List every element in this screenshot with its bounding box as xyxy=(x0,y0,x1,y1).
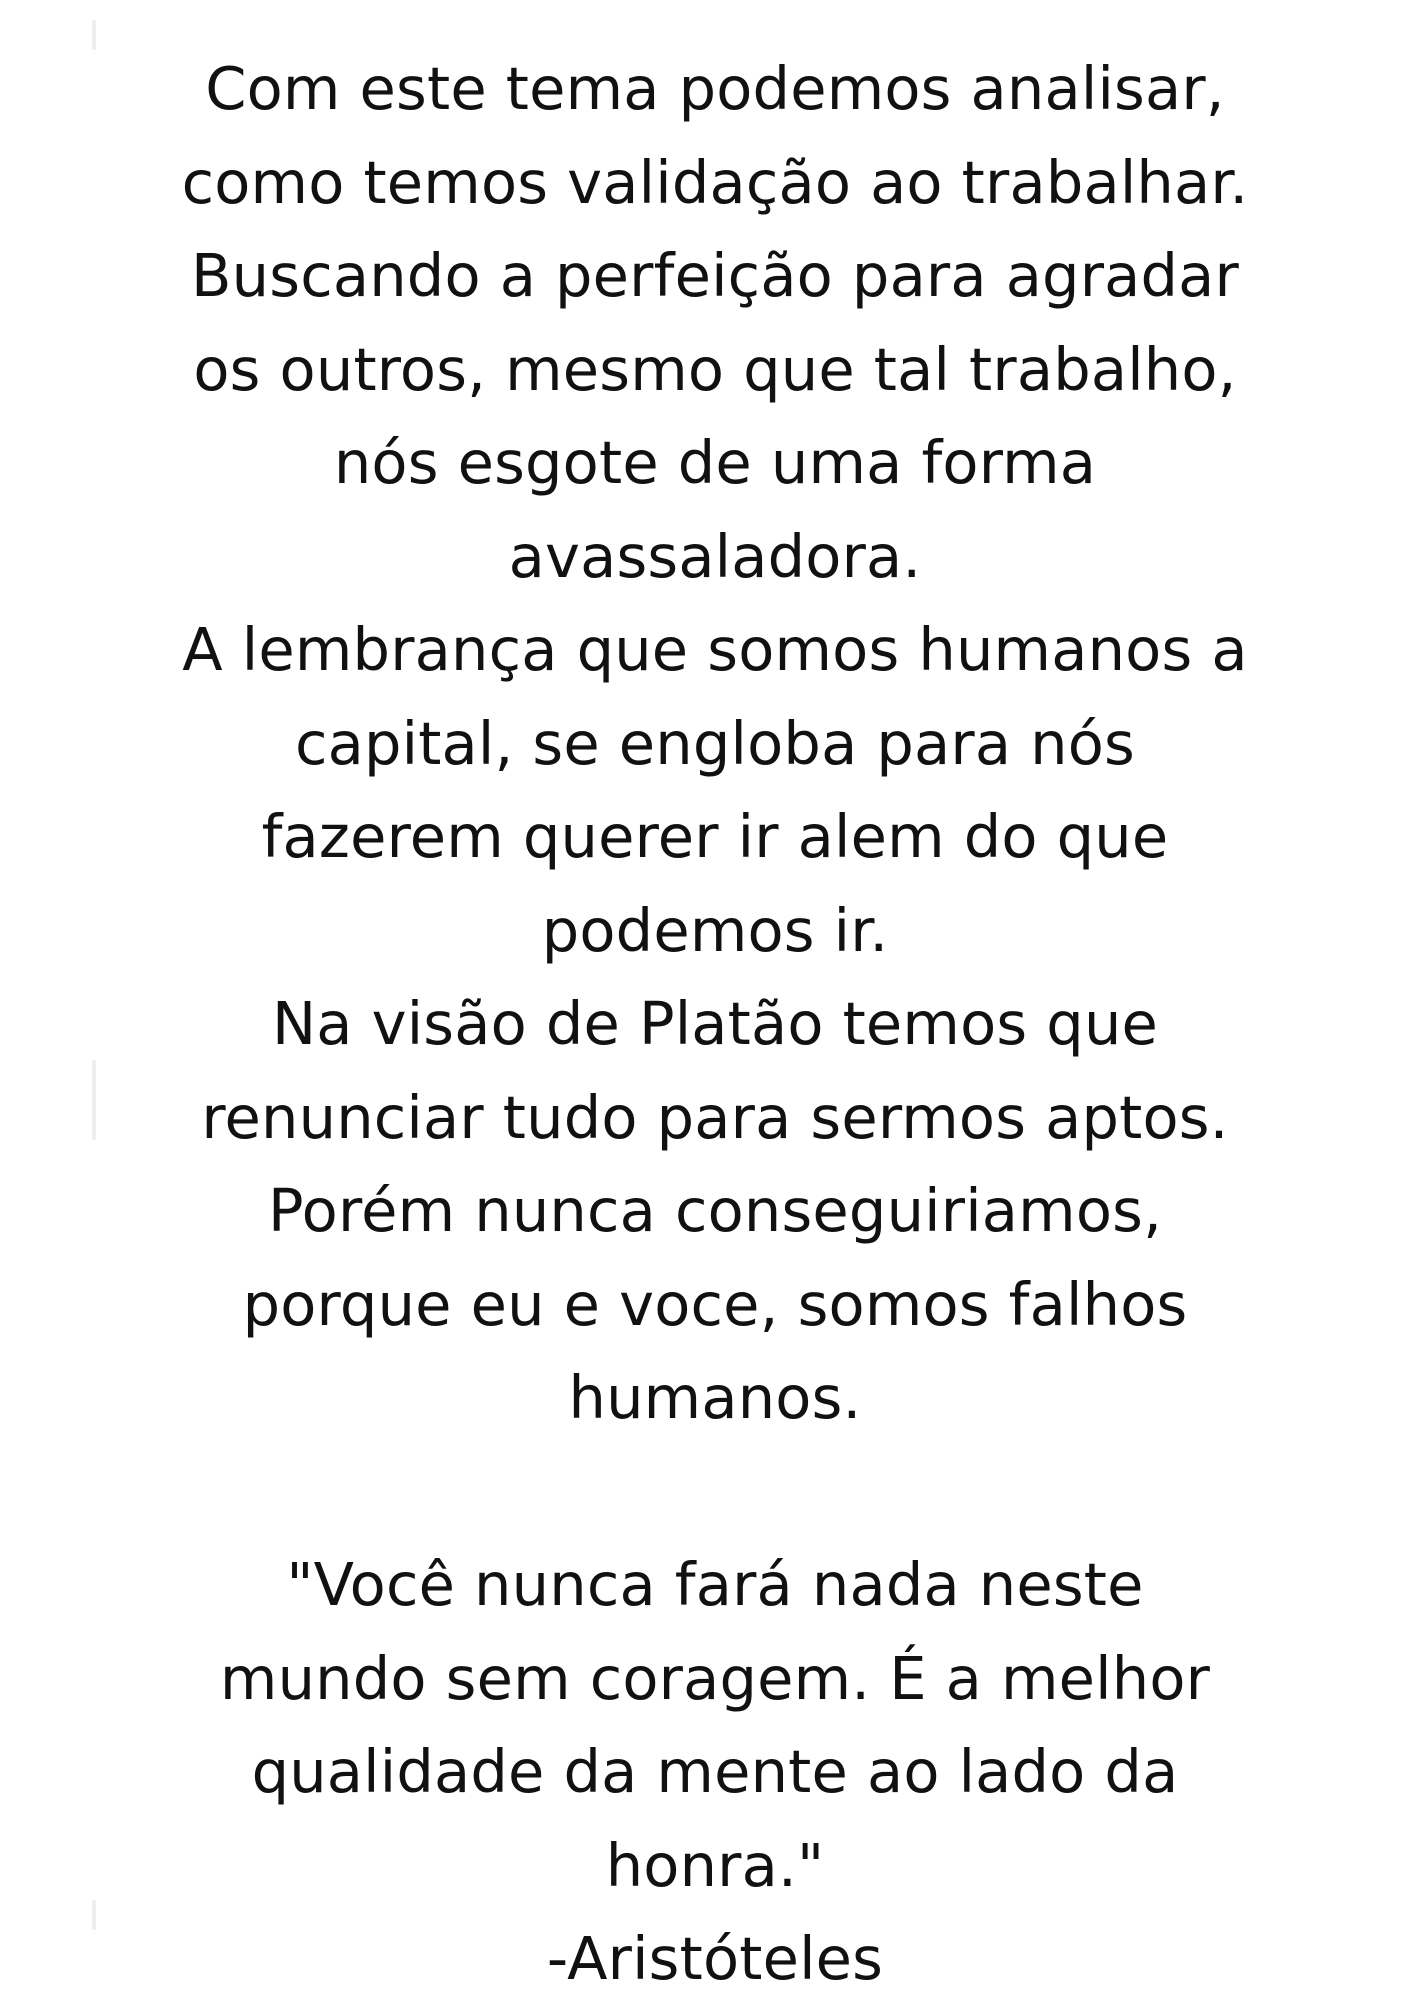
text-line: Na visão de Platão temos que xyxy=(271,989,1159,1058)
text-line: capital, se engloba para nós xyxy=(294,708,1135,778)
quote-line: "Você nunca fará nada neste xyxy=(286,1550,1144,1619)
text-line: avassaladora. xyxy=(508,521,922,591)
text-line: Buscando a perfeição para agradar xyxy=(191,241,1239,310)
text-line: Porém nunca conseguiriamos, xyxy=(267,1176,1163,1245)
quote-line: qualidade da mente ao lado da xyxy=(251,1737,1179,1806)
scan-edge-mark xyxy=(92,1900,96,1930)
text-line: A lembrança que somos humanos a xyxy=(182,615,1248,684)
scan-edge-mark xyxy=(92,20,96,50)
blank-line xyxy=(150,1445,1280,1539)
text-line: como temos validação ao trabalhar. xyxy=(181,147,1249,217)
text-line: porque eu e voce, somos falhos xyxy=(242,1269,1188,1339)
text-line: humanos. xyxy=(568,1363,862,1432)
quote-line: mundo sem coragem. É a melhor xyxy=(219,1643,1211,1713)
text-line: podemos ir. xyxy=(541,895,889,965)
scan-edge-mark xyxy=(92,1060,96,1140)
text-line: fazerem querer ir alem do que xyxy=(261,802,1169,871)
quote-line: honra." xyxy=(605,1830,825,1900)
quote-attribution: -Aristóteles xyxy=(546,1924,884,1993)
text-line: Com este tema podemos analisar, xyxy=(205,54,1225,123)
document-text xyxy=(150,42,1280,2000)
text-line: renunciar tudo para sermos aptos. xyxy=(201,1082,1229,1152)
text-line: nós esgote de uma forma xyxy=(333,428,1097,497)
text-line: os outros, mesmo que tal trabalho, xyxy=(193,334,1237,404)
